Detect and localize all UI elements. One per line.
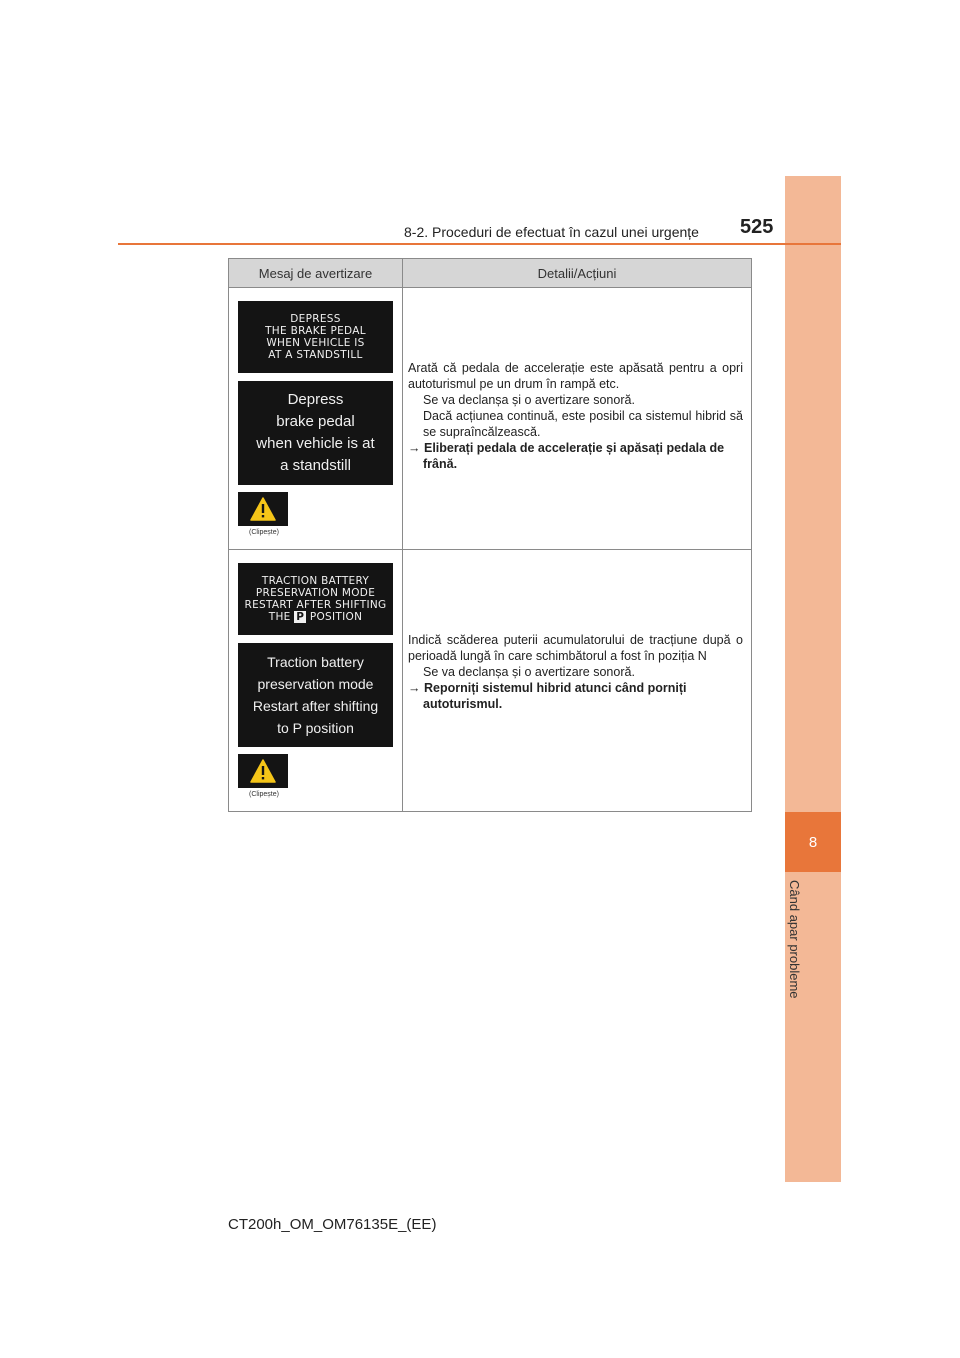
details-cell: [403, 550, 751, 811]
display-line: PRESERVATION MODE: [255, 587, 376, 599]
detail-note-1: Se va declanșa și o avertizare sonoră.: [423, 393, 635, 407]
display-message-new: Depress brake pedal when vehicle is at a standstill: [238, 381, 393, 485]
section-title: 8-2. Proceduri de efectuat în cazul unei urgențe: [404, 224, 699, 240]
warning-images-cell: [229, 550, 403, 811]
warning-light: [238, 754, 288, 788]
warning-triangle-icon: [250, 497, 276, 521]
detail-note-2: Dacă acțiunea continuă, este posibil ca sistemul hibrid să se supraîncălzească.: [423, 409, 743, 439]
document-code: CT200h_OM_OM76135E_(EE): [228, 1216, 437, 1233]
detail-note-1: Se va declanșa și o avertizare sonoră.: [423, 665, 635, 679]
display-message-new: Traction battery preservation mode Restart after shifting to P position: [238, 643, 393, 747]
detail-action: [408, 680, 743, 712]
action-arrow: →: [408, 441, 421, 455]
display-line: TRACTION BATTERY: [261, 575, 370, 587]
action-arrow: →: [408, 681, 421, 695]
display-line: POSITION: [309, 611, 363, 623]
table-row: [229, 288, 751, 550]
display-message-old: DEPRESS THE BRAKE PEDAL WHEN VEHICLE IS AT A STANDSTILL: [238, 301, 393, 373]
display-line: THE: [268, 611, 291, 623]
header-divider: [118, 243, 841, 245]
action-text: Eliberați pedala de accelerație și apăsați pedala de frână.: [423, 441, 725, 471]
col-header-details: Detalii/Acțiuni: [537, 265, 617, 281]
chapter-label-container: [786, 880, 806, 1080]
warning-light: [238, 492, 288, 526]
blink-note: (Clipește): [249, 529, 279, 536]
page-number: 525: [740, 216, 774, 238]
detail-description: Indică scăderea puterii acumulatorului de tracțiune după o perioadă lungă în care schimbătorul a fost în poziția N: [408, 633, 743, 663]
display-message-old: [238, 563, 393, 635]
detail-description: Arată că pedala de accelerație este apăsată pentru a opri autoturismul pe un drum în rampă etc.: [408, 361, 743, 391]
warning-message-table: [228, 258, 752, 812]
details-cell: [403, 288, 751, 549]
warning-images-cell: [229, 288, 403, 549]
display-line: RESTART AFTER SHIFTING: [244, 599, 387, 611]
table-row: [229, 550, 751, 811]
p-position-box: P: [296, 611, 305, 623]
table-header: [229, 259, 751, 288]
warning-triangle-icon: [250, 759, 276, 783]
col-header-message: Mesaj de avertizare: [229, 259, 403, 287]
chapter-label: Când apar probleme: [787, 880, 802, 999]
action-text: Reporniți sistemul hibrid atunci când porniți autoturismul.: [423, 681, 687, 711]
blink-note: (Clipește): [249, 791, 279, 798]
detail-action: [408, 440, 743, 472]
chapter-number: 8: [785, 812, 841, 872]
